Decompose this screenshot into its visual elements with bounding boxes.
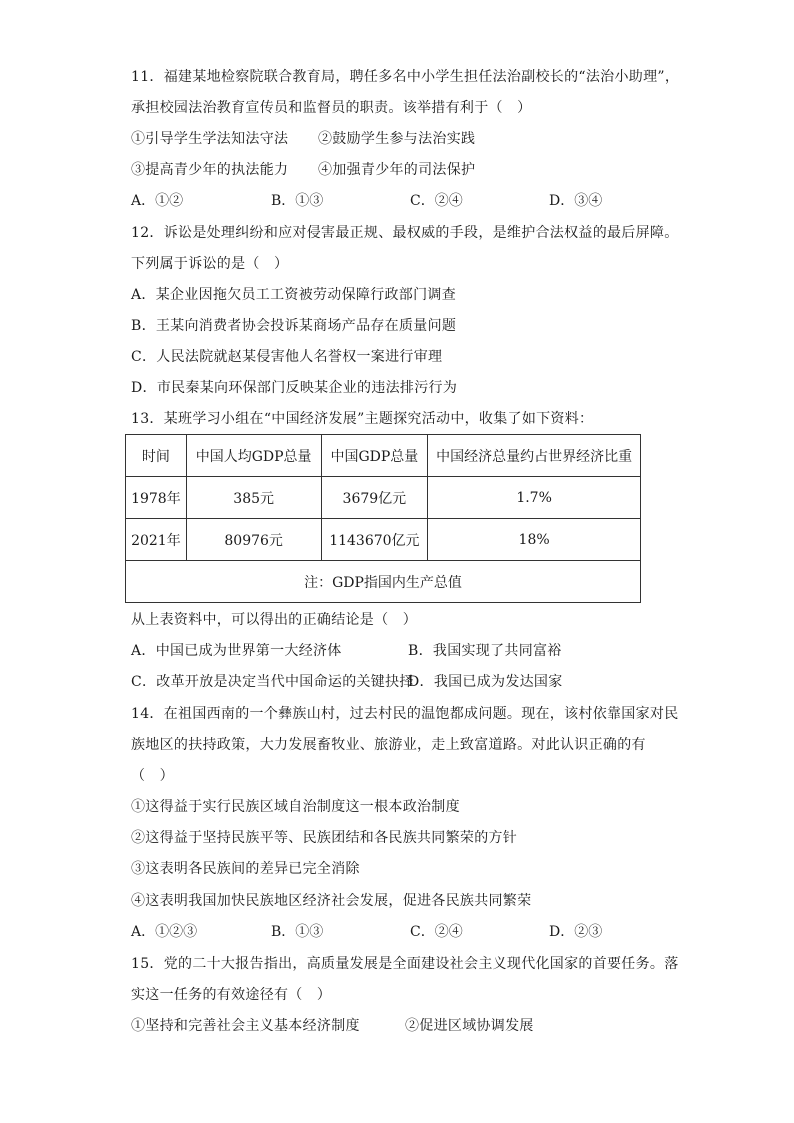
q14-stem-line1: 14．在祖国西南的一个彝族山村，过去村民的温饱都成问题。现在，该村依靠国家对民	[131, 706, 679, 722]
table-cell: 1.7%	[428, 477, 641, 519]
table-note: 注：GDP指国内生产总值	[126, 561, 641, 603]
table-row	[126, 477, 641, 519]
q11-option-a[interactable]: A．①②	[131, 193, 184, 209]
q11-option-b[interactable]: B．①③	[271, 193, 324, 209]
table-header-cell: 中国人均GDP总量	[186, 435, 321, 477]
q14-option-c[interactable]: C．②④	[410, 924, 463, 940]
q15-stem-line2: 实这一任务的有效途径有（ ）	[131, 987, 332, 1003]
q13-option-c[interactable]: C．改革开放是决定当代中国命运的关键抉择	[131, 674, 414, 690]
q11-option-d[interactable]: D．③④	[549, 193, 603, 209]
q14-item-4: ④这表明我国加快民族地区经济社会发展，促进各民族共同繁荣	[131, 893, 532, 909]
q11-stem-line2: 承担校园法治教育宣传员和监督员的职责。该举措有利于（ ）	[131, 100, 532, 116]
q12-stem-line1: 12．诉讼是处理纠纷和应对侵害最正规、最权威的手段，是维护合法权益的最后屏障。	[131, 225, 679, 241]
q13-option-d[interactable]: D．我国已成为发达国家	[408, 674, 563, 690]
q14-stem-line3: （ ）	[131, 768, 174, 784]
q14-item-3: ③这表明各民族间的差异已完全消除	[131, 861, 360, 877]
q13-option-a[interactable]: A．中国已成为世界第一大经济体	[131, 643, 342, 659]
q14-item-1: ①这得益于实行民族区域自治制度这一根本政治制度	[131, 799, 460, 815]
q14-option-b[interactable]: B．①③	[271, 924, 324, 940]
q14-option-d[interactable]: D．②③	[549, 924, 603, 940]
q11-option-c[interactable]: C．②④	[410, 193, 463, 209]
table-cell: 3679亿元	[321, 477, 428, 519]
q11-item-3: ③提高青少年的执法能力	[131, 162, 289, 178]
table-note-row	[126, 561, 641, 603]
q11-item-4: ④加强青少年的司法保护	[318, 162, 476, 178]
q15-item-2: ②促进区域协调发展	[405, 1018, 534, 1034]
table-cell: 2021年	[126, 519, 187, 561]
table-header-cell: 时间	[126, 435, 187, 477]
q14-stem-line2: 族地区的扶持政策，大力发展畜牧业、旅游业，走上致富道路。对此认识正确的有	[131, 737, 646, 753]
table-cell: 1143670亿元	[321, 519, 428, 561]
table-cell: 1978年	[126, 477, 187, 519]
q13-stem-line1: 13．某班学习小组在“中国经济发展”主题探究活动中，收集了如下资料：	[131, 411, 594, 427]
q15-item-1: ①坚持和完善社会主义基本经济制度	[131, 1018, 360, 1034]
table-cell: 385元	[186, 477, 321, 519]
q12-option-b[interactable]: B．王某向消费者协会投诉某商场产品存在质量问题	[131, 318, 457, 334]
table-header-cell: 中国GDP总量	[321, 435, 428, 477]
q12-stem-line2: 下列属于诉讼的是（ ）	[131, 256, 289, 272]
q11-stem-line1: 11．福建某地检察院联合教育局，聘任多名中小学生担任法治副校长的“法治小助理”，	[131, 69, 680, 85]
q11-item-1: ①引导学生学法知法守法	[131, 131, 289, 147]
q14-item-2: ②这得益于坚持民族平等、民族团结和各民族共同繁荣的方针	[131, 830, 518, 846]
table-row	[126, 519, 641, 561]
table-cell: 18%	[428, 519, 641, 561]
q11-item-2: ②鼓励学生参与法治实践	[318, 131, 476, 147]
table-cell: 80976元	[186, 519, 321, 561]
table-header-row	[126, 435, 641, 477]
q15-stem-line1: 15．党的二十大报告指出，高质量发展是全面建设社会主义现代化国家的首要任务。落	[131, 956, 679, 972]
table-header-cell: 中国经济总量约占世界经济比重	[428, 435, 641, 477]
q12-option-d[interactable]: D．市民秦某向环保部门反映某企业的违法排污行为	[131, 380, 458, 396]
gdp-data-table	[125, 434, 641, 603]
q13-stem-line2: 从上表资料中，可以得出的正确结论是（ ）	[131, 612, 417, 628]
q12-option-c[interactable]: C．人民法院就赵某侵害他人名誉权一案进行审理	[131, 349, 443, 365]
q13-option-b[interactable]: B．我国实现了共同富裕	[408, 643, 562, 659]
q12-option-a[interactable]: A．某企业因拖欠员工工资被劳动保障行政部门调查	[131, 287, 457, 303]
q14-option-a[interactable]: A．①②③	[131, 924, 198, 940]
